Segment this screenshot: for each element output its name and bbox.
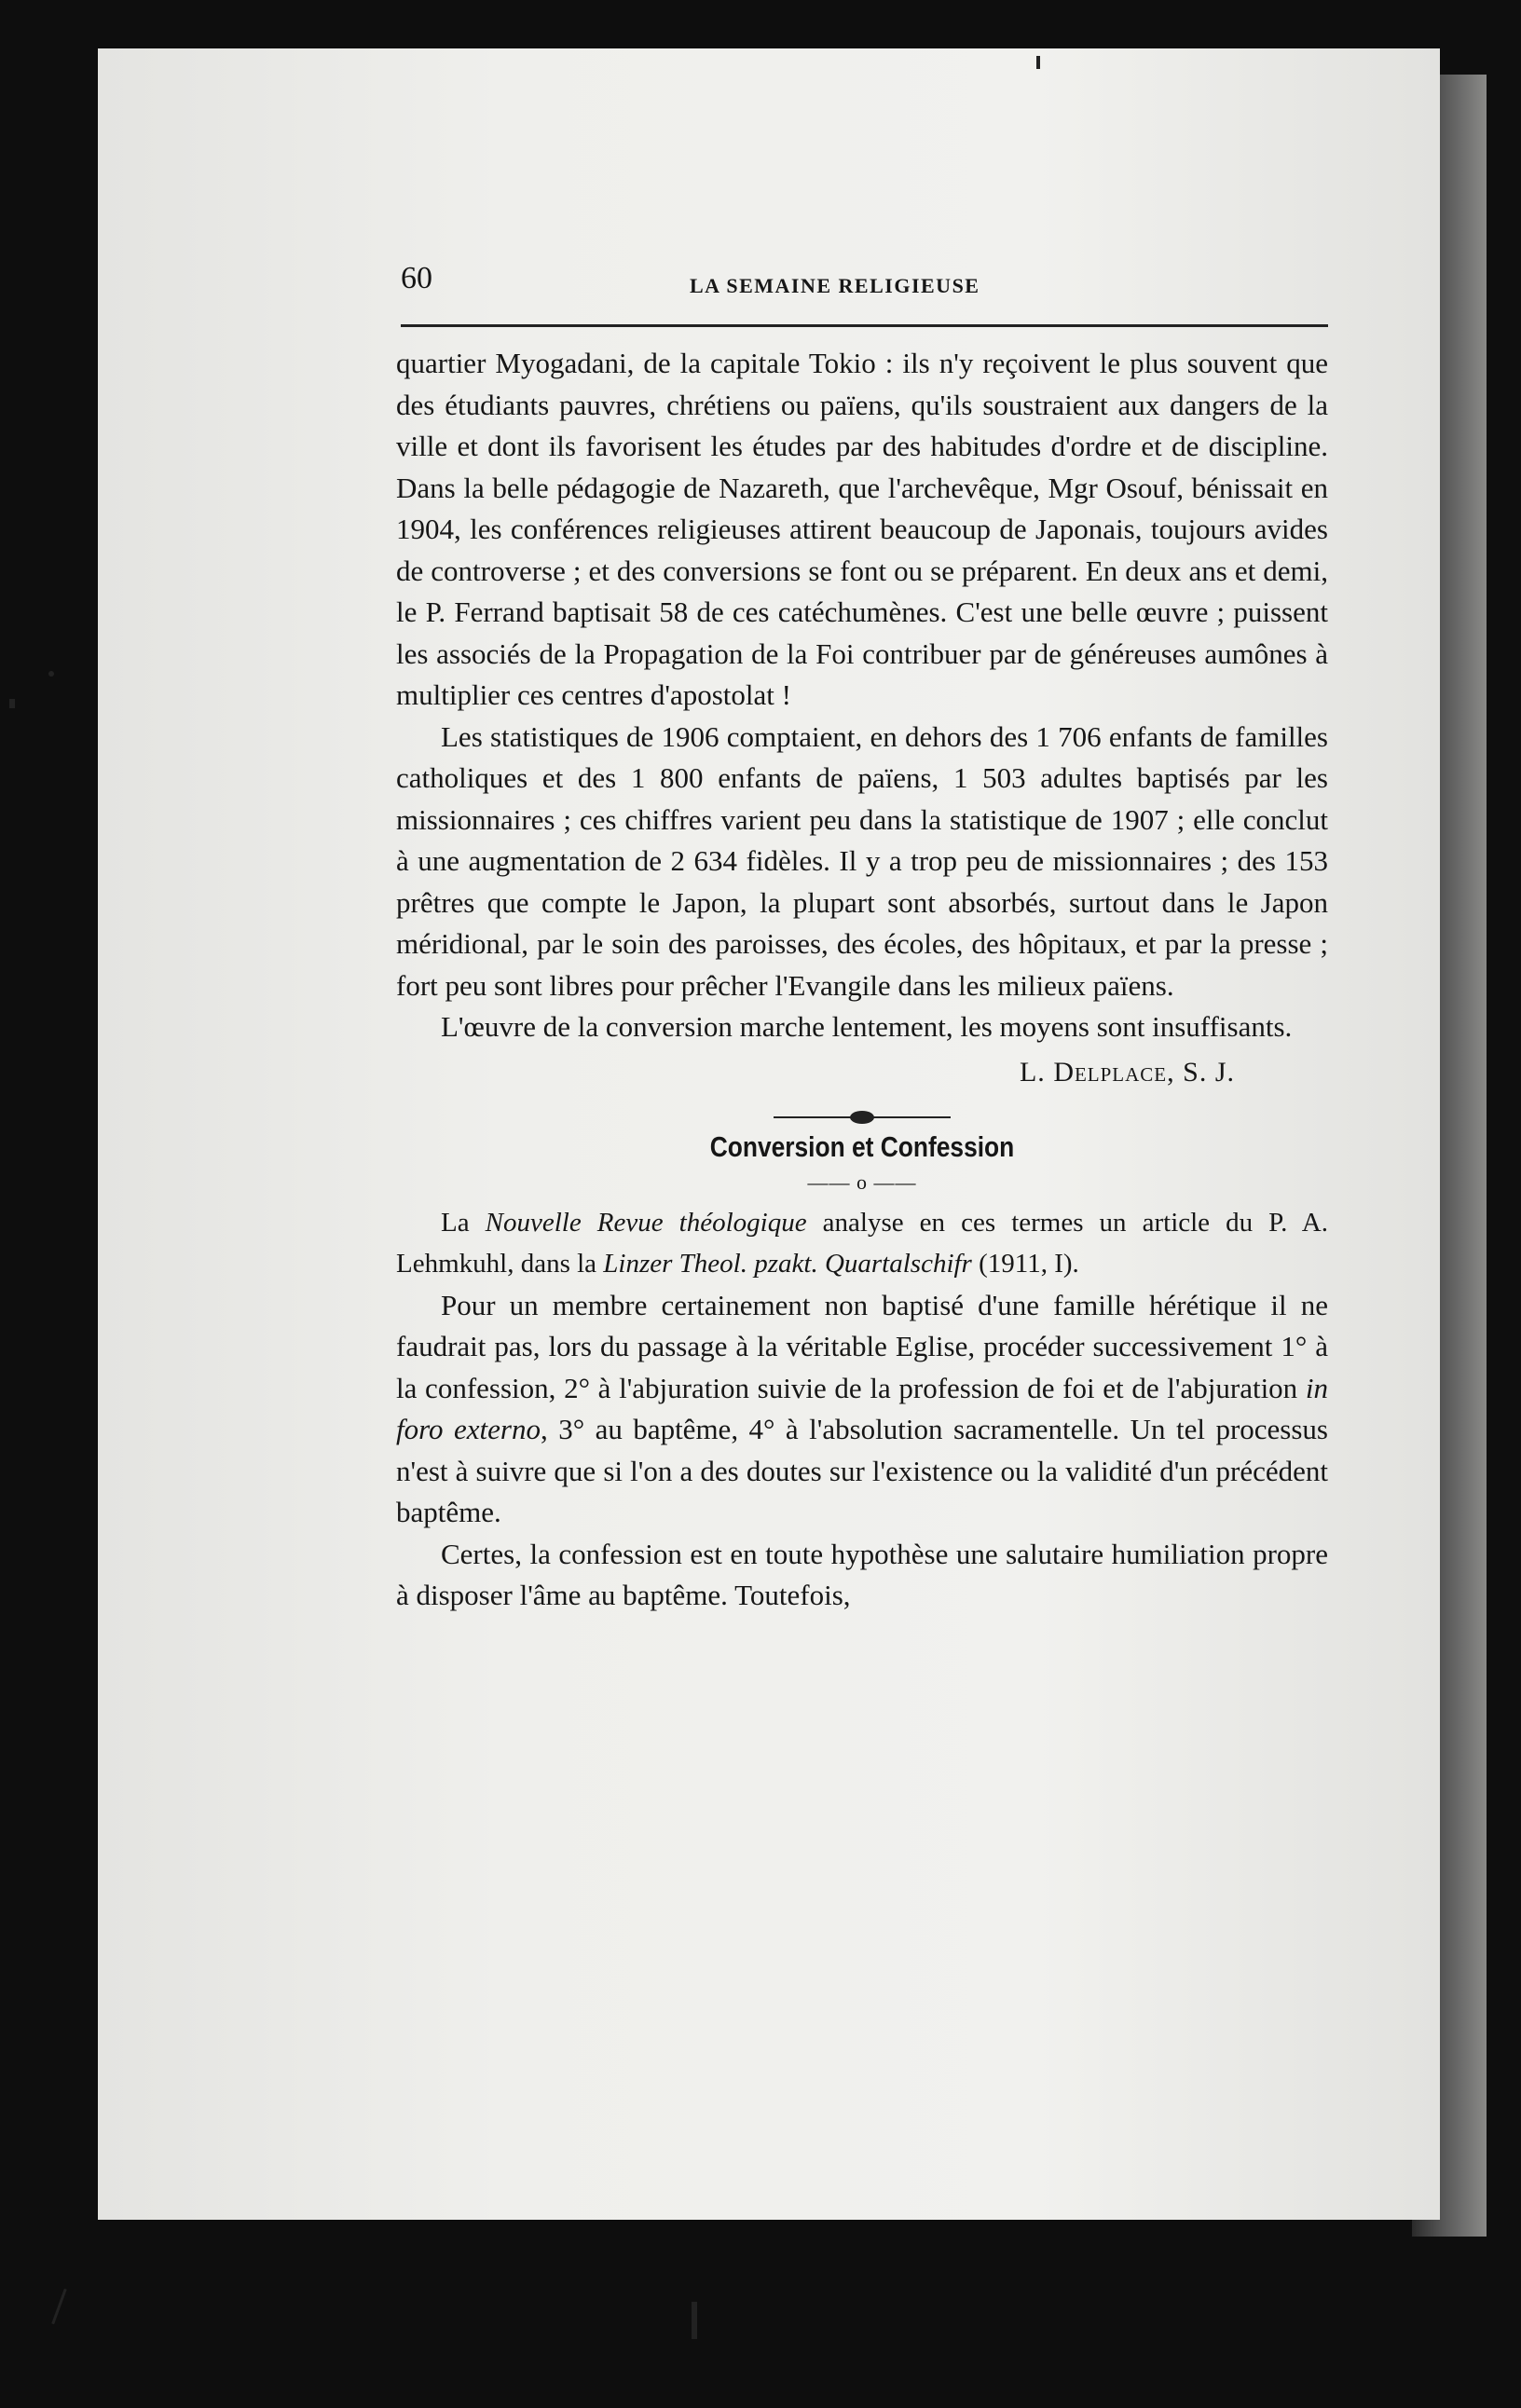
scan-speck	[692, 2302, 697, 2339]
paragraph-3: L'œuvre de la conversion marche lentement, les moyens sont insuffisants.	[441, 1010, 1293, 1043]
intro-part-2: analyse en ces termes un article du P. A. Lehmkuhl, dans la	[396, 1207, 1328, 1279]
intro-part-3: (1911, I).	[971, 1249, 1079, 1279]
paragraph-1: quartier Myogadani, de la capitale Tokio : ils n'y reçoivent le plus souvent que des étudiants pauvres, chrétiens ou païens, qu'ils soustraient aux dangers de la ville et dont ils favorisent les études par des habitudes d'ordre et de discipline. Dans la belle pédagogie de Nazareth, que l'archevêque, Mgr Osouf, bénissait en 1904, les conférences religieuses attirent beaucoup de Japonais, toujours avides de controverse ; et des conversions se font ou se préparent. En deux ans et demi, le P. Ferrand baptisait 58 de ces catéchumènes. C'est une belle œuvre ; puissent les associés de la Propagation de la Foi contribuer par de généreuses aumônes à multiplier ces centres d'apostolat !	[396, 347, 1328, 711]
signature-suffix: , S. J.	[1167, 1056, 1235, 1088]
signature-initial: L.	[1019, 1056, 1046, 1088]
section-separator: —— o ——	[807, 1170, 917, 1194]
paragraph-4-latin: in foro externo	[396, 1371, 1328, 1445]
scan-speck	[9, 699, 15, 708]
paragraph-5: Certes, la confession est en toute hypothèse une salutaire humiliation propre à disposer l'âme au baptême. Toutefois,	[396, 1537, 1328, 1611]
intro-journal-2: Linzer Theol. pzakt. Quartalschifr	[603, 1249, 972, 1279]
ornament-divider	[774, 1114, 951, 1121]
body-text	[396, 343, 1328, 1617]
paragraph-4-part-2: , 3° au baptême, 4° à l'absolution sacramentelle. Un tel processus n'est à suivre que si l'on a des doutes sur l'existence ou la validité d'un précédent baptême.	[396, 1413, 1328, 1528]
paragraph-4-part-1: Pour un membre certainement non baptisé d'une famille hérétique il ne faudrait pas, lors du passage à la véritable Eglise, procéder successivement 1° à la confession, 2° à l'abjuration suivie de la profession de foi et de l'abjuration	[396, 1288, 1328, 1404]
signature-name: Delplace	[1053, 1056, 1168, 1088]
paragraph-4	[396, 1285, 1328, 1534]
header-rule	[401, 324, 1328, 327]
section-title: Conversion et Confession	[709, 1130, 1015, 1163]
intro-part-1: La	[441, 1207, 486, 1238]
intro-paragraph	[396, 1202, 1328, 1285]
page-number: 60	[401, 261, 432, 295]
scan-speck	[48, 671, 54, 677]
ornament-center	[850, 1111, 874, 1124]
intro-journal: Nouvelle Revue théologique	[485, 1207, 807, 1238]
running-head	[280, 261, 1328, 306]
running-title: LA SEMAINE RELIGIEUSE	[690, 274, 980, 297]
author-signature	[396, 1052, 1328, 1094]
page-content	[280, 261, 1328, 1611]
scan-speck	[1036, 56, 1040, 69]
book-page	[98, 48, 1440, 2220]
paragraph-2: Les statistiques de 1906 comptaient, en dehors des 1 706 enfants de familles catholiques et des 1 800 enfants de païens, 1 503 adultes baptisés par les missionnaires ; ces chiffres varient peu dans la statistique de 1907 ; elle conclut à une augmentation de 2 634 fidèles. Il y a trop peu de missionnaires ; des 153 prêtres que compte le Japon, la plupart sont absorbés, surtout dans le Japon méridional, par le soin des paroisses, des écoles, des hôpitaux, et par la presse ; fort peu sont libres pour prêcher l'Evangile dans les milieux païens.	[396, 719, 1328, 1002]
